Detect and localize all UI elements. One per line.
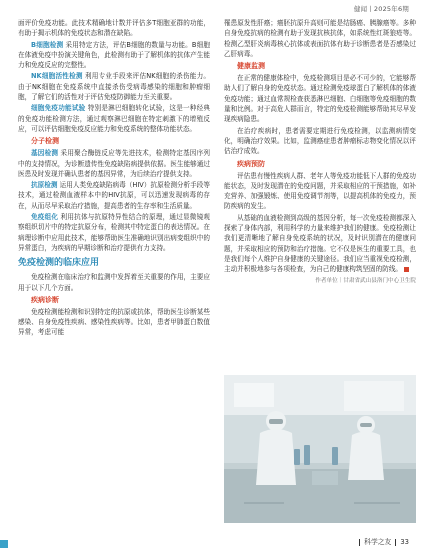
paragraph-text: 从基础的血液检测到高级的基因分析，每一次免疫检测都深入探索了身体内部，利用科学的力量来维护我们的健康。免疫检测让我们更清晰地了解自身免疫系统的状况，及时识别潜在的健康问题，并采取相应的预防和治疗措施。它不仅是医生的重要工具，也是我们每个人维护自身健康的关键途径。我们应当重视免疫检测，主动并积极地参与各项检查，为自己的健康构筑坚固的防线。	[224, 213, 416, 274]
paragraph: 面评价免疫功能。此技术精确地计数并评估多T细胞亚群的功能，有助于揭示机体的免疫状态和潜在缺陷。	[18, 19, 210, 38]
end-mark-icon	[404, 267, 409, 272]
subheading-health-monitoring: 健康监测	[237, 62, 265, 71]
page-footer	[355, 536, 409, 546]
issue-title: 健闻丨2025年6期	[353, 5, 409, 13]
paragraph-text: 利用专业手段来评估NK细胞的杀伤能力。由于NK细胞在免疫系统中直接杀伤受病毒感染的细胞和肿瘤细胞，了解它们的活性对于评估免疫防御能力至关重要。	[18, 72, 210, 102]
term-b-cell: B细胞检测	[31, 40, 64, 49]
term-nk-cell: NK细胞活性检测	[31, 72, 83, 81]
lab-scene-illustration	[224, 375, 416, 523]
paragraph-text: 采用聚合酶链反应等先进技术，检测特定基因序列中的支持情况，为诊断遗传性免疫缺陷病提供依据。医生能够通过医患及时发现并确认患者的基因异常，为后续治疗提供支持。	[18, 149, 210, 178]
paragraph-text: 运用人类免疫缺陷病毒（HIV）抗原检测分析手段等技术，通过检测血液样本中的HIV抗原，可以迅速发现病毒的存在，从而尽早采取治疗措施，提高患者的生存率和生活质量。	[18, 181, 210, 210]
paragraph: 在正常的健康体检中，免疫检测项目是必不可少的，它能够帮助人们了解自身的免疫状态。通过检测免疫球蛋白了解机体的体液免疫功能；通过血常规检查获悉淋巴细胞、白细胞等免疫细胞的数量和比例。对于高危人群而言，特定的免疫检测能够帮助其尽早发现疾病隐患。	[224, 74, 416, 124]
subheading-prevention: 疾病预防	[237, 159, 265, 168]
term-ihc: 免疫组化	[31, 213, 59, 222]
subheading-molecular: 分子检测	[31, 137, 59, 146]
section-heading-clinical: 免疫检测的临床应用	[18, 258, 100, 269]
paragraph	[18, 212, 210, 253]
paragraph-text: 利用抗体与抗原特异性结合的原理，通过显微镜观察组织切片中的特定抗原分布，检测其中特定蛋白的表达情况。在病理诊断中应用此技术，能够帮助医生准确地识别出病变组织中的异常蛋白，为疾病的早期诊断和治疗提供有力支持。	[18, 213, 210, 252]
paragraph	[18, 40, 210, 71]
footer-separator	[359, 539, 360, 546]
page-number: 33	[400, 538, 409, 546]
left-column	[18, 18, 210, 339]
footer-section: 科学之友	[364, 538, 392, 546]
lab-photo	[224, 375, 416, 523]
term-gene: 基因检测	[31, 149, 59, 158]
paragraph: 免疫检测能检测和识别特定的抗原或抗体，帮助医生诊断某些感染、自身免疫性疾病、感染性疾病等。比如，患者甲肺蛋白数值异常，考虑可能	[18, 307, 210, 337]
term-cell-immune: 细胞免疫功能试验	[31, 104, 86, 113]
paragraph: 罹患原发性肝癌；癌胚抗原升高则可能是结肠癌、胰腺癌等。多种自身免疫抗病的检测有助于发现抗核抗体，如系统性红斑狼疮等。检测乙型肝炎病毒核心抗体或表面抗体有助于诊断患者是否感染过乙肝病毒。	[224, 19, 416, 58]
footer-separator	[395, 539, 396, 546]
footer-accent-bar	[0, 540, 8, 548]
subheading-diagnosis: 疾病诊断	[31, 295, 59, 304]
paragraph: 在治疗疾病时，患者需要定期进行免疫检测，以监测病情变化，明确治疗效果。比如，监测癌症患者肿瘤标志物变化情况以评估治疗成效。	[224, 126, 416, 156]
paragraph: 免疫检测在临床治疗和监测中发挥着至关重要的作用，主要应用于以下几个方面。	[18, 273, 210, 292]
author-affiliation: 作者单位｜甘肃省武山县洛门中心卫生院	[315, 277, 416, 284]
paragraph	[18, 148, 210, 179]
right-column	[224, 18, 416, 286]
term-antigen: 抗原检测	[31, 181, 58, 190]
paragraph	[18, 103, 210, 134]
paragraph: 评估患有慢性疾病人群、老年人等免疫功能低下人群的免疫功能状态，及时发现潜在的免疫问题，并采取相应的干预措施，如补充营养、加强锻炼、使用免疫调节剂等，以提高机体的免疫力，预防疾病的发生。	[224, 171, 416, 211]
paragraph	[18, 71, 210, 102]
paragraph	[224, 213, 416, 275]
paragraph-text: 采用特定方法，评估B细胞的数量与功能。B细胞在体液免疫中扮演关键角色，此检测有助于了解机体的抗体产生能力和免疫反应的完整性。	[18, 40, 210, 70]
paragraph-text: 特别是淋巴细胞转化试验，这是一种经典的免疫功能检测方法，通过观察淋巴细胞在特定刺激下的增殖反应，可以评估细胞免疫反应能力和免疫系统的整体功能状态。	[18, 104, 211, 133]
page-header	[0, 0, 427, 14]
paragraph	[18, 180, 210, 211]
